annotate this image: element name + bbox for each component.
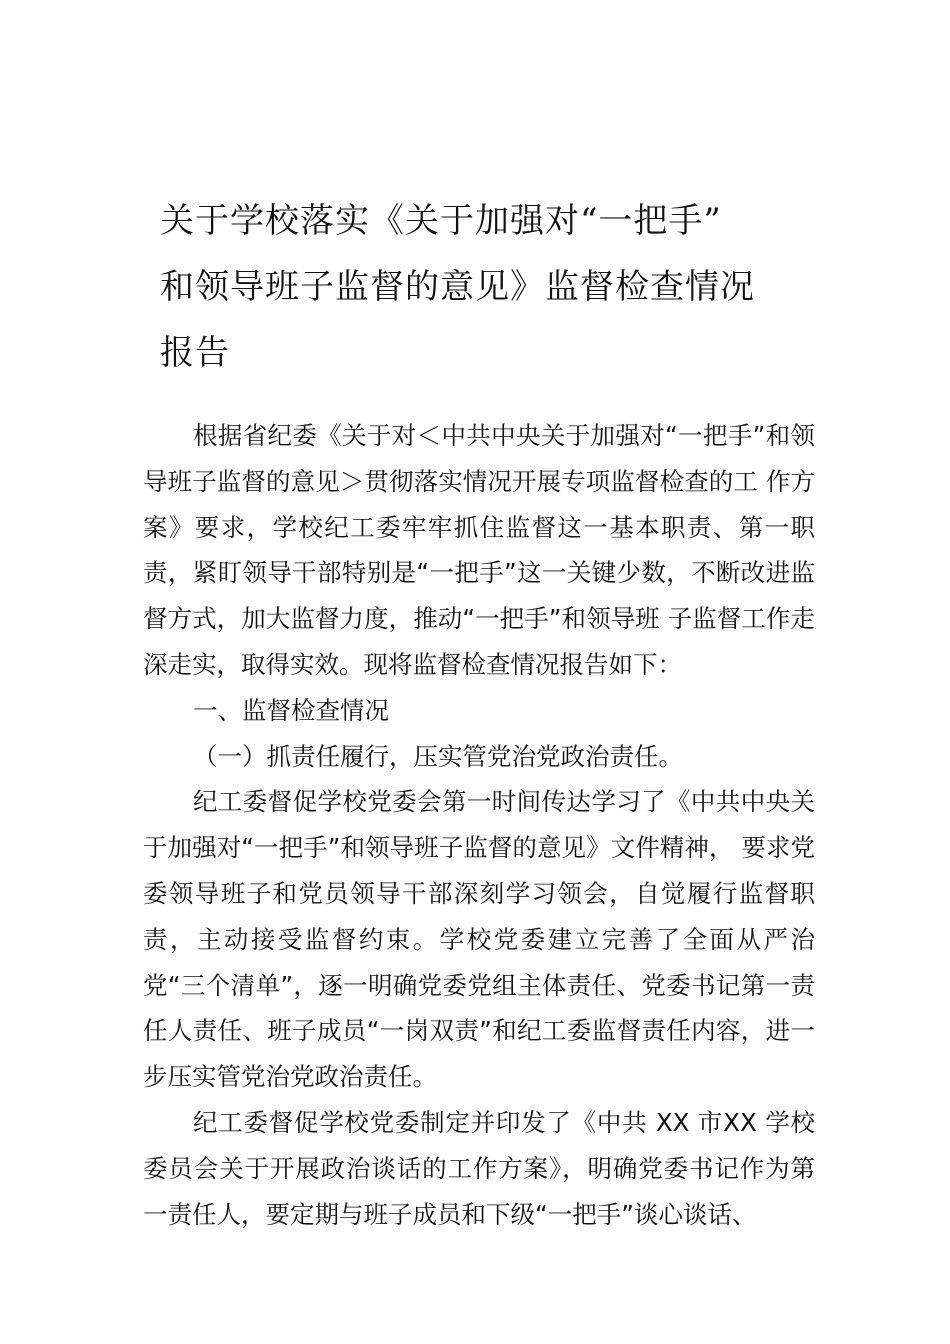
title-line-3: 报告: [160, 333, 230, 373]
document-body: [143, 413, 815, 1237]
section-heading-1: 一、监督检查情况: [193, 695, 389, 725]
paragraph-political-talk: 纪工委督促学校党委制定并印发了《中共 XX 市XX 学校委员会关于开展政治谈话的工作方案》，明确党委书记作为第一责任人，要定期与班子成员和下级“一把手”谈心谈话、: [143, 1107, 815, 1229]
title-line-2: 和领导班子监督的意见》监督检查情况: [160, 267, 755, 307]
paragraph-intro: 根据省纪委《关于对＜中共中央关于加强对“一把手”和领导班子监督的意见＞贯彻落实情况开展专项监督检查的工 作方案》要求，学校纪工委牢牢抓住监督这一基本职责、第一职责，紧盯领导干部特别是“一把手”这一关键少数，不断改进监督方式，加大监督力度，推动“一把手”和领导班 子监督工作走深走实，取得实效。现将监督检查情况报告如下：: [143, 421, 815, 679]
document-title: [160, 188, 800, 386]
paragraph-responsibility: 纪工委督促学校党委会第一时间传达学习了《中共中央关于加强对“一把手”和领导班子监督的意见》文件精神， 要求党委领导班子和党员领导干部深刻学习领会，自觉履行监督职责，主动接受监督约束。学校党委建立完善了全面从严治党“三个清单”，逐一明确党委党组主体责任、党委书记第一责任人责任、班子成员“一岗双责”和纪工委监督责任内容，进一步压实管党治党政治责任。: [143, 787, 815, 1092]
title-line-1: 关于学校落实《关于加强对“一把手”: [160, 201, 722, 241]
subsection-heading-1: （一）抓责任履行，压实管党治党政治责任。: [193, 741, 683, 771]
